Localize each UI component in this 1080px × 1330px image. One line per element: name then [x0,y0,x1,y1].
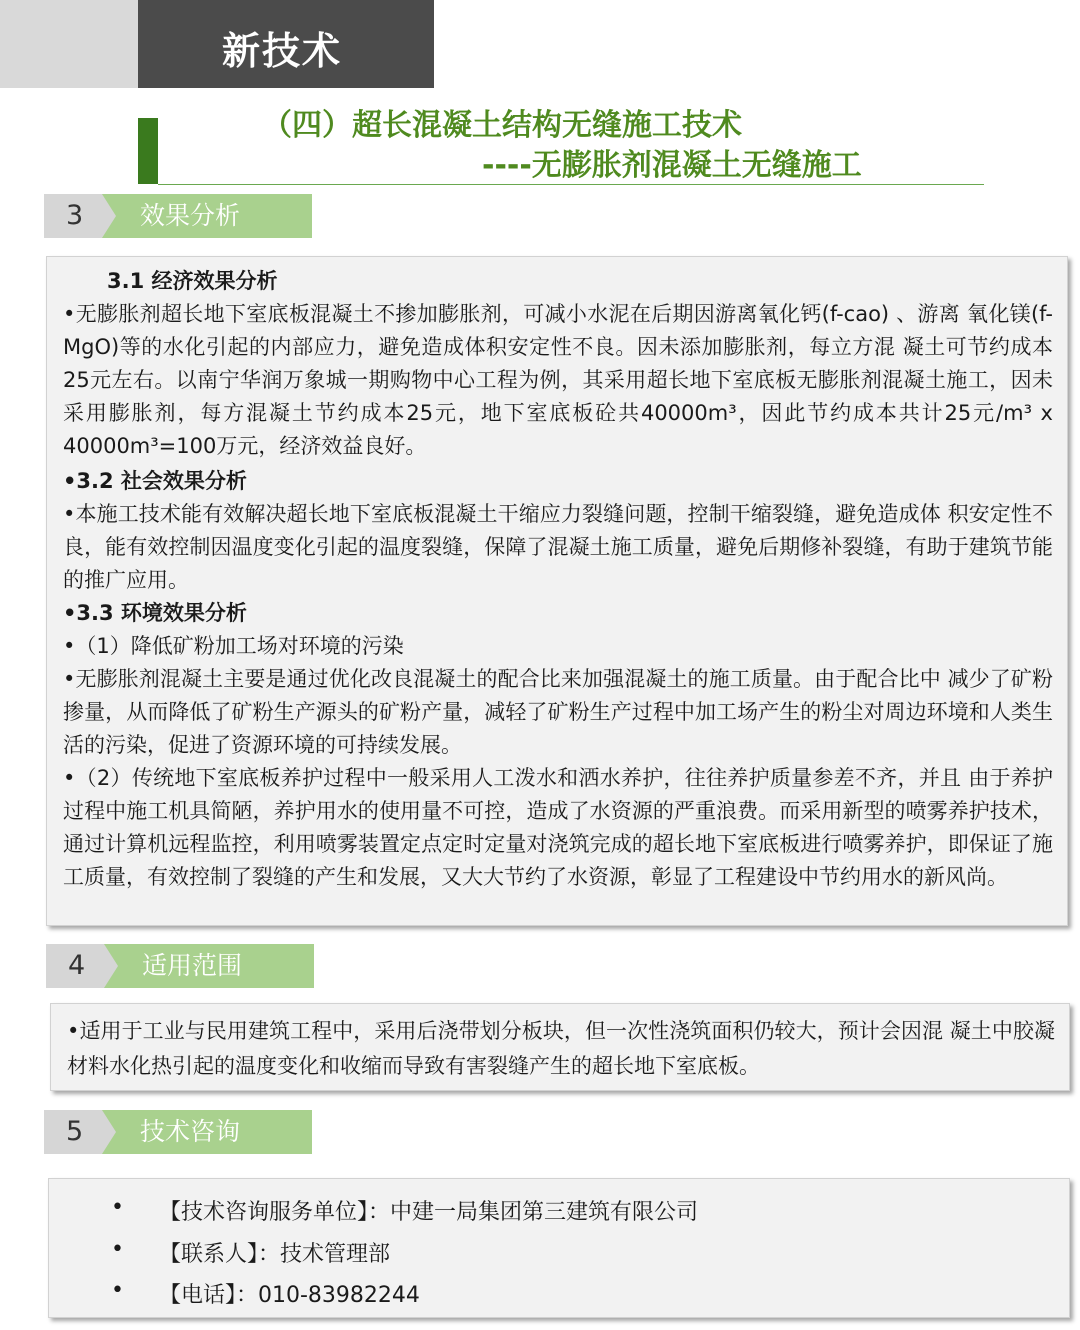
econ-heading: 3.1 经济效果分析 [107,269,278,293]
contact-phone: 【电话】：010-83982244 [159,1283,420,1308]
contact-person: 【联系人】：技术管理部 [159,1242,391,1267]
scope-panel [50,1003,1070,1091]
section-label: 技术咨询 [102,1110,312,1154]
effects-panel [46,256,1068,926]
econ-paragraph: •无膨胀剂超长地下室底板混凝土不掺加膨胀剂，可减小水泥在后期因游离氧化钙(f-cao) 、游离 氧化镁(f-MgO)等的水化引起的内部应力，避免造成体积安定性不良。因未添加膨胀剂，每立方混 凝土可节约成本25元左右。以南宁华润万象城一期购物中心工程为例，其采用超长地下室底板无膨胀剂混凝土施工，因未采用膨胀剂，每方混凝土节约成本25元，地下室底板砼共40000m³，因此节约成本共计25元/m³ x 40000m³=100万元，经济效益良好。 [63,302,1053,458]
topic-title: （四）超长混凝土结构无缝施工技术 [262,108,742,143]
contact-unit: 【技术咨询服务单位】：中建一局集团第三建筑有限公司 [159,1200,699,1225]
header-left-block [0,0,138,88]
env-paragraph-1: •无膨胀剂混凝土主要是通过优化改良混凝土的配合比来加强混凝土的施工质量。由于配合比中 减少了矿粉掺量，从而降低了矿粉生产源头的矿粉产量，减轻了矿粉生产过程中加工场产生的粉尘对周边环境和人类生活的污染，促进了资源环境的可持续发展。 [63,667,1053,757]
section-label: 适用范围 [104,944,314,988]
title-accent-bar [138,118,158,184]
consult-panel [48,1178,1070,1318]
bullet: • [111,1237,124,1262]
section-heading-consult [44,1110,312,1154]
env-heading: •3.3 环境效果分析 [63,601,247,625]
section-label: 效果分析 [102,194,312,238]
social-paragraph: •本施工技术能有效解决超长地下室底板混凝土干缩应力裂缝问题，控制干缩裂缝，避免造成体 积安定性不良，能有效控制因温度变化引起的温度裂缝，保障了混凝土施工质量，避免后期修补裂缝，有助于建筑节能的推广应用。 [63,502,1053,592]
topic-subtitle: ----无膨胀剂混凝土无缝施工 [482,148,862,183]
bullet: • [111,1278,124,1303]
header-title: 新技术 [222,29,343,73]
section-number: 4 [46,944,104,988]
section-number: 3 [44,194,102,238]
section-heading-effects [44,194,312,238]
env-paragraph-2: •（2）传统地下室底板养护过程中一般采用人工泼水和洒水养护，往往养护质量参差不齐，并且 由于养护过程中施工机具简陋，养护用水的使用量不可控，造成了水资源的严重浪费。而采用新型的喷雾养护技术，通过计算机远程监控，利用喷雾装置定点定时定量对浇筑完成的超长地下室底板进行喷雾养护，即保证了施工质量，有效控制了裂缝的产生和发展，又大大节约了水资源，彰显了工程建设中节约用水的新风尚。 [63,766,1053,889]
title-divider [158,184,984,185]
section-heading-scope [46,944,314,988]
scope-paragraph: •适用于工业与民用建筑工程中，采用后浇带划分板块，但一次性浇筑面积仍较大，预计会因混 凝土中胶凝材料水化热引起的温度变化和收缩而导致有害裂缝产生的超长地下室底板。 [67,1019,1055,1078]
bullet: • [111,1195,124,1220]
env-item-1: •（1）降低矿粉加工场对环境的污染 [63,634,404,658]
section-number: 5 [44,1110,102,1154]
social-heading: •3.2 社会效果分析 [63,469,247,493]
